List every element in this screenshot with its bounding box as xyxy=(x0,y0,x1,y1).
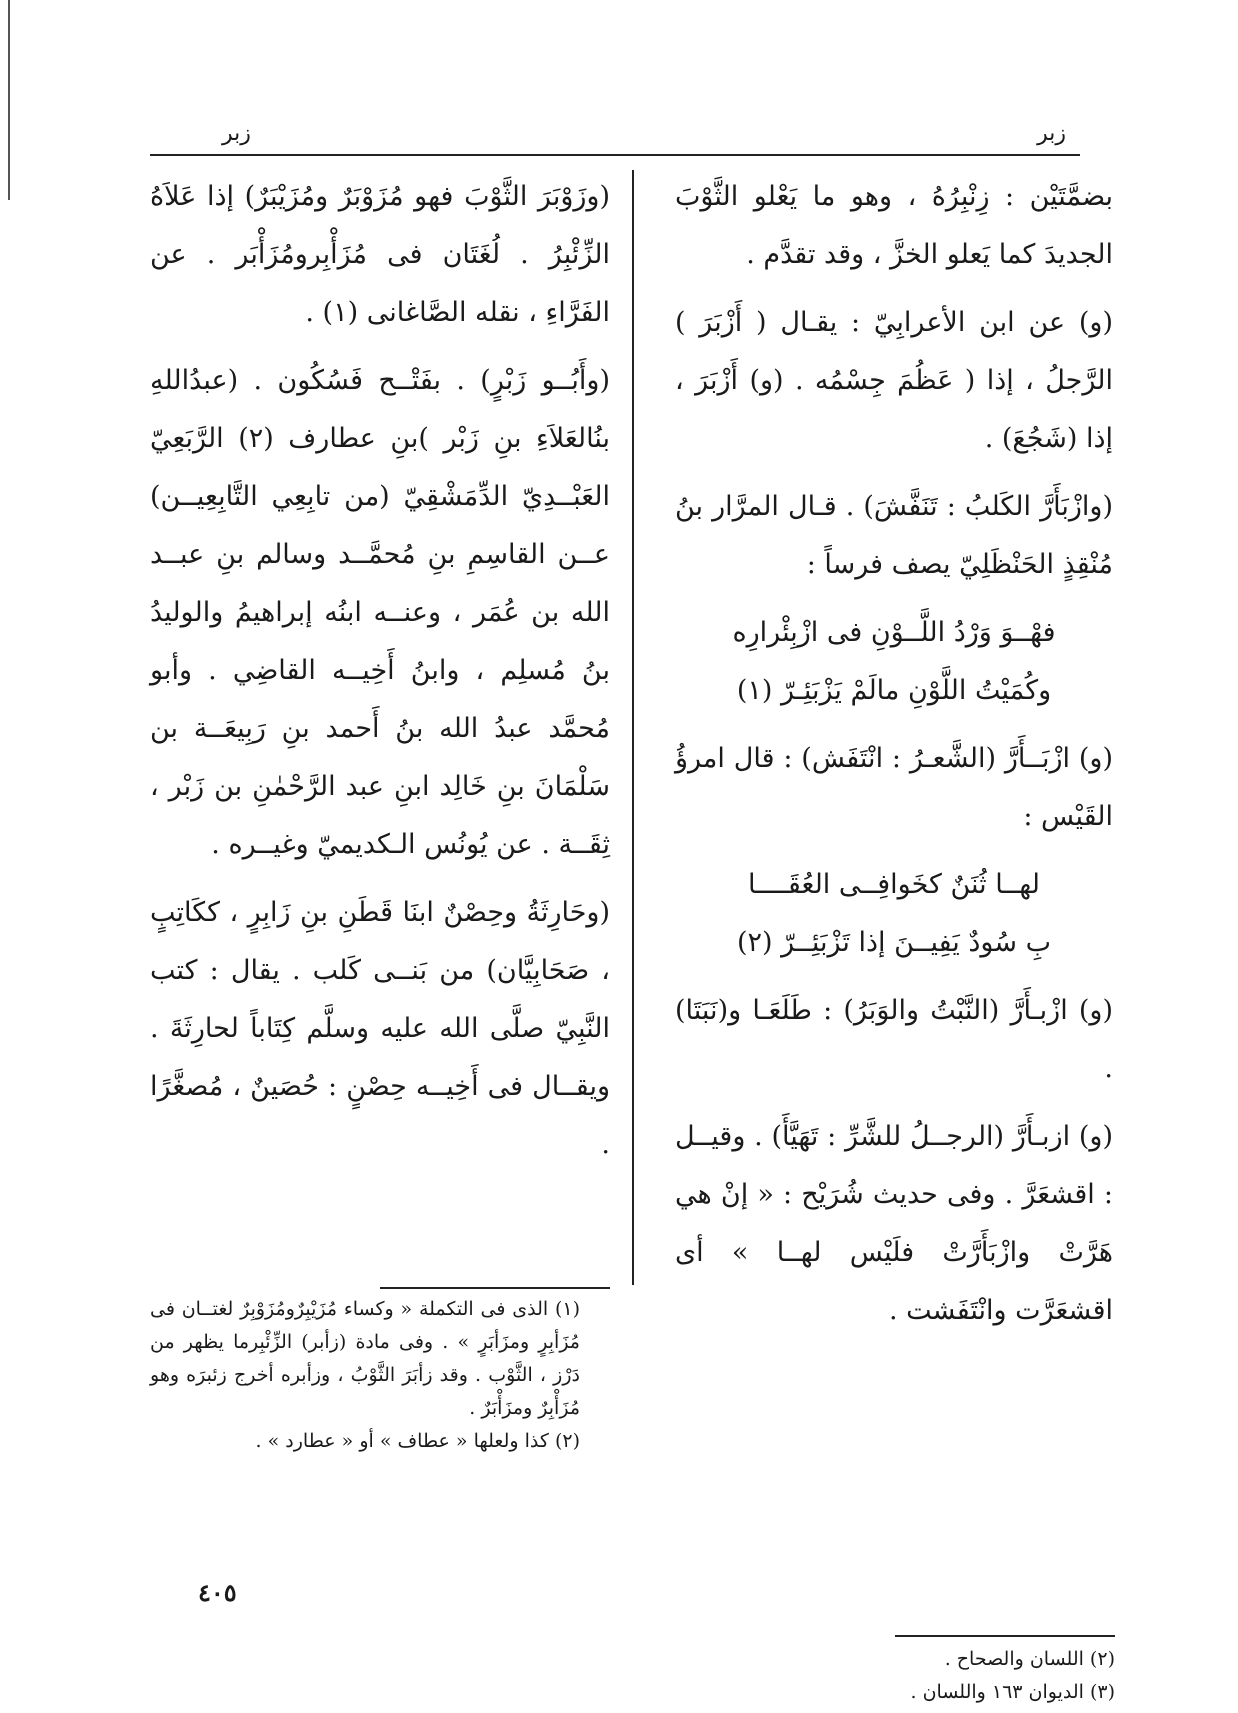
verse xyxy=(675,856,1113,972)
paragraph: (و) عن ابن الأعرابِيّ : يقـال ( أَزْبَرَ ) الرَّجلُ ، إذا ( عَظُمَ جِسْمُه . (و) أَزْبَرَ ، إذا (شَجُعَ) . xyxy=(675,307,1113,454)
header-word-right: زبر xyxy=(1037,121,1066,146)
left-column xyxy=(150,168,610,1184)
footnote: (٢) كذا ولعلها « عطاف » أو « عطارد » . xyxy=(255,1430,580,1452)
running-header xyxy=(150,118,1080,156)
paragraph: (و) ازبـأَرَّ (الرجــلُ للشَّرِّ : تَهَيَّأَ) . وقيــل : اقشعَرَّ . وفى حديث شُرَيْح : « إنْ هي هَرَّتْ وازْبَأَرَّتْ فلَيْس لهــا » أى اقشعَرَّت وانْتَفَشت . xyxy=(675,1121,1113,1326)
column-divider xyxy=(632,170,634,1285)
paragraph: (و) ازْبَــأَرَّ (الشَّعـرُ : انْتَفَش) : قال امرؤُ القَيْس : xyxy=(675,743,1113,832)
paragraph: (وزَوْبَرَ الثَّوْبَ فهو مُزَوْبَرٌ ومُزَيْبَرٌ) إذا عَلاَهُ الزِّئْبِرُ . لُغَتَان فى مُزَأْبِرومُزَأْبَر . عن الفَرَّاءِ ، نقله الصَّاغانى (١) . xyxy=(150,181,610,328)
footnotes-left xyxy=(150,1293,580,1458)
footnotes-right xyxy=(840,1643,1115,1709)
verse-line: بِ سُودٌ يَفِيــنَ إذا تَزْبَئِــرّ (٢) xyxy=(736,927,1052,958)
header-word-left: زبر xyxy=(222,121,251,146)
paragraph: (و) ازْبـأَرَّ (النَّبْتُ والوَبَرُ) : طَلَعَـا و(نَبَتَا) . xyxy=(675,995,1113,1084)
paragraph: بضمَّتَيْن : زِنْبِرُهُ ، وهو ما يَعْلو الثَّوْبَ الجديدَ كما يَعلو الخزَّ ، وقد تقدَّم . xyxy=(675,181,1113,270)
footnote-rule-right xyxy=(895,1635,1115,1637)
page-number: ٤٠٥ xyxy=(198,1578,237,1607)
footnote-rule-left xyxy=(380,1287,610,1289)
page-edge-line xyxy=(8,0,10,200)
verse-line: لهــا ثُنَنٌ كخَوافِــى العُقَــــا xyxy=(748,869,1040,900)
paragraph: (وحَارِثَةُ وحِصْنٌ ابنَا قَطَنِ بنِ زَابِرٍ ، ككَاتِبٍ ، صَحَابِيَّان) من بَنــى كَلب . يقال : كتب النَّبِيّ صلَّى الله عليه وسلَّم كِتَاباً لحارِثَةَ . ويقــال فى أَخِيــه حِصْنٍ : حُصَينٌ ، مُصغَّرًا . xyxy=(150,897,610,1160)
verse xyxy=(675,604,1113,720)
verse-line: وكُمَيْتُ اللَّوْنِ مالَمْ يَزْبَئِـرّ (١) xyxy=(736,675,1052,706)
verse-line: فهْــوَ وَرْدُ اللَّــوْنِ فى ازْبِئْرارِه xyxy=(732,617,1056,648)
right-column xyxy=(675,168,1113,1350)
footnote: (٣) الديوان ١٦٣ واللسان . xyxy=(910,1681,1115,1703)
footnote: (١) الذى فى التكملة « وكساء مُزَيْبِرٌومُزَوْبِرٌ لغتــان فى مُزَأبِرٍ ومزَأبَرٍ » . وفى مادة (زأبر) الزِّئْبِرما يظهر من دَرْز ، الثَّوْب . وقد زأبَرَ الثَّوْبُ ، وزأبره أخرج زئبرَه وهو مُزَأْبِرٌ ومزَأْبَرٌ . xyxy=(150,1298,580,1419)
footnote: (٢) اللسان والصحاح . xyxy=(944,1648,1115,1670)
paragraph: (وأَبُــو زَبْرٍ) . بفَتْــح فَسُكُون . (عبدُاللهِ بنُالعَلاَءِ بنِ زَبْر )بنِ عطارف (٢) الرَّبَعِيّ العَبْــدِيّ الدِّمَشْقِيّ (من تابِعِي التَّابِعِيــن) عــن القاسِمِ بنِ مُحمَّــد وسالم بنِ عبــد الله بن عُمَر ، وعنــه ابنُه إبراهيمُ والوليدُ بنُ مُسلِم ، وابنُ أَخِيــه القاضِي . وأبو مُحمَّد عبدُ الله بنُ أَحمد بنِ رَبِيعَــة بن سَلْمَانَ بنِ خَالِد ابنِ عبد الرَّحْمٰنِ بن زَبْر ، ثِقَــة . عن يُونُس الـكديميّ وغيــره . xyxy=(150,365,610,860)
paragraph: (وازْبَأَرَّ الكَلبُ : تَنَفَّشَ) . قـال المرَّار بنُ مُنْقِذٍ الحَنْظَلِيّ يصف فرساً : xyxy=(675,491,1113,580)
